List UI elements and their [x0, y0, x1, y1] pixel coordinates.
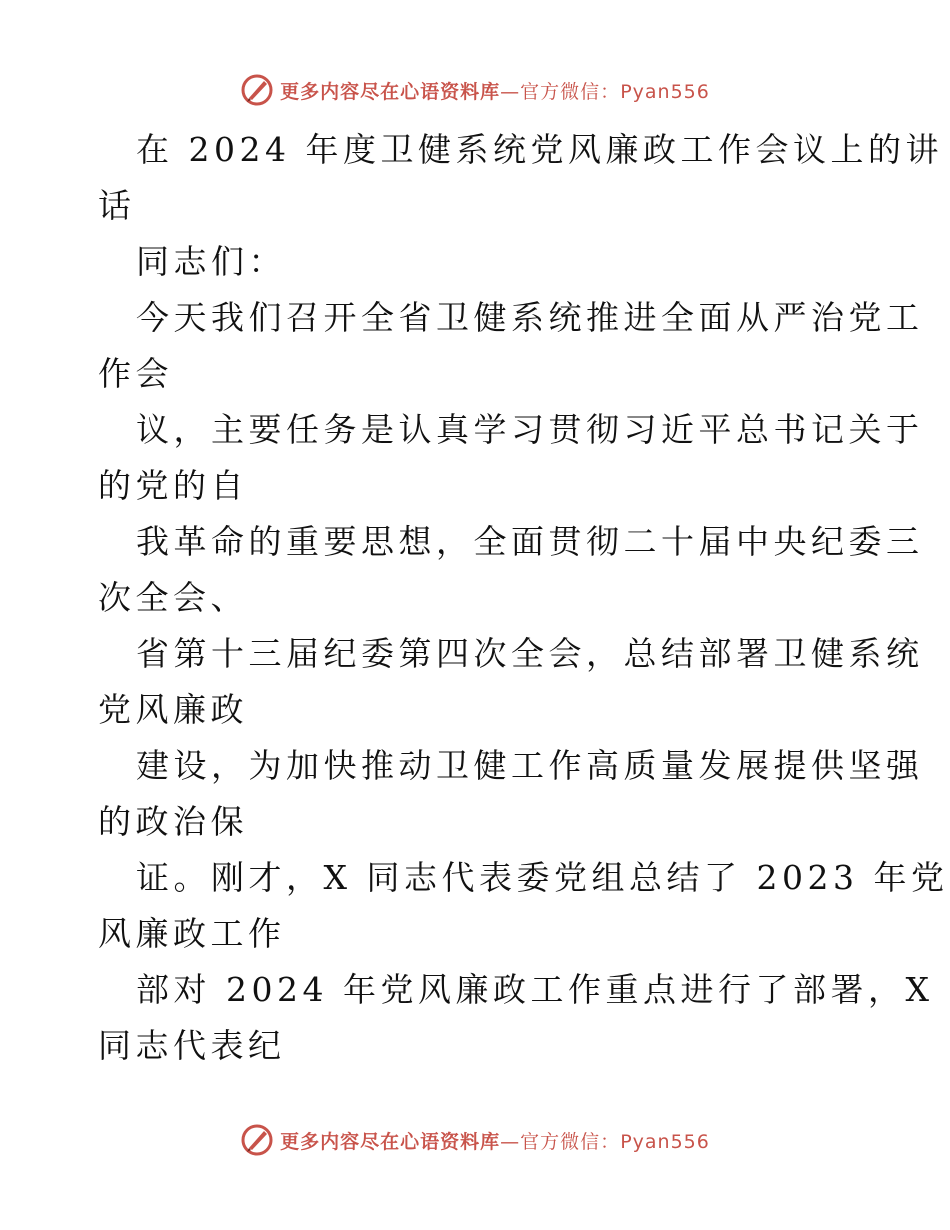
document-line: 作会 — [98, 354, 173, 393]
document-line: 今天我们召开全省卫健系统推进全面从严治党工 — [136, 298, 924, 337]
watermark-separator: — — [500, 80, 521, 103]
document-line: 风廉政工作 — [98, 914, 286, 953]
header-watermark — [0, 70, 950, 110]
watermark-main: 更多内容尽在心语资料库 — [280, 80, 501, 103]
quill-logo-icon — [240, 1123, 274, 1157]
document-line: 次全会、 — [98, 578, 248, 617]
document-line: 在 2024 年度卫健系统党风廉政工作会议上的讲 — [136, 130, 943, 169]
document-line: 我革命的重要思想，全面贯彻二十届中央纪委三 — [136, 522, 924, 561]
watermark-text — [280, 77, 710, 104]
quill-logo-icon — [240, 73, 274, 107]
document-line: 省第十三届纪委第四次全会，总结部署卫健系统 — [136, 634, 924, 673]
document-body — [98, 122, 949, 1074]
document-line: 部对 2024 年党风廉政工作重点进行了部署，X — [136, 970, 934, 1009]
watermark-text — [280, 1127, 710, 1154]
document-line: 的党的自 — [98, 466, 248, 505]
document-line: 同志代表纪 — [98, 1026, 286, 1065]
document-line: 议，主要任务是认真学习贯彻习近平总书记关于 — [136, 410, 924, 449]
document-line: 证。刚才，X 同志代表委党组总结了 2023 年党 — [136, 858, 949, 897]
watermark-main: 更多内容尽在心语资料库 — [280, 1130, 501, 1153]
document-line: 同志们： — [136, 242, 286, 281]
watermark-wechat-id: Pyan556 — [620, 80, 710, 103]
watermark-separator: — — [500, 1130, 521, 1153]
document-line: 建设，为加快推动卫健工作高质量发展提供坚强 — [136, 746, 924, 785]
watermark-wechat-id: Pyan556 — [620, 1130, 710, 1153]
watermark-wechat-label: 官方微信： — [520, 1130, 621, 1153]
footer-watermark — [0, 1120, 950, 1160]
document-line: 的政治保 — [98, 802, 248, 841]
document-line: 话 — [98, 186, 136, 225]
watermark-wechat-label: 官方微信： — [520, 80, 621, 103]
document-line: 党风廉政 — [98, 690, 248, 729]
